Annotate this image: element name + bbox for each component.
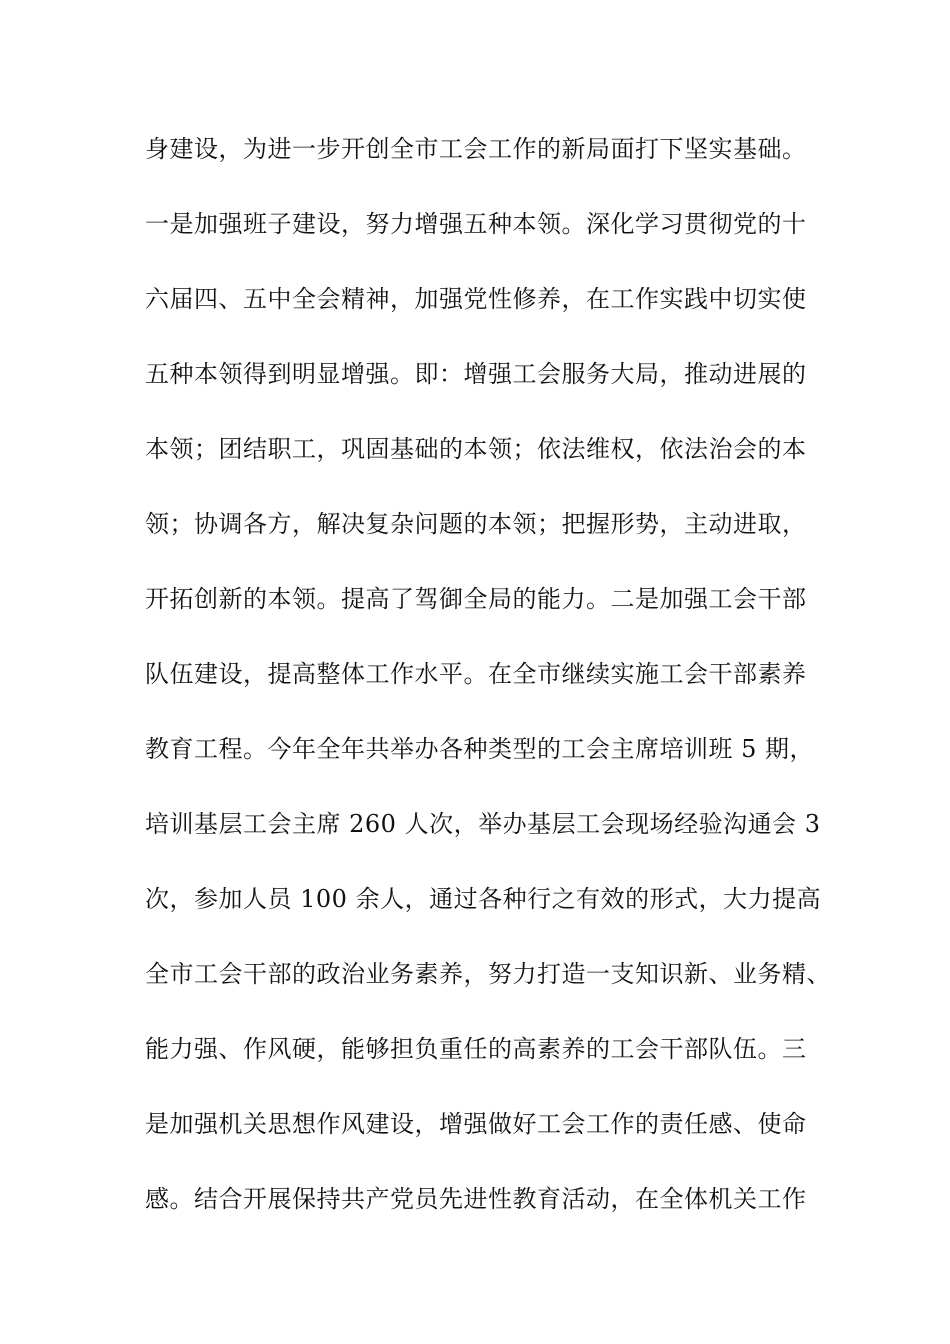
- text-line: 感。结合开展保持共产党员先进性教育活动，在全体机关工作: [145, 1185, 807, 1213]
- text-line: 领；协调各方，解决复杂问题的本领；把握形势，主动进取，: [145, 510, 807, 538]
- text-line: 培训基层工会主席 260 人次，举办基层工会现场经验沟通会 3: [145, 810, 821, 838]
- body-text: [145, 129, 835, 1254]
- text-line: 身建设，为进一步开创全市工会工作的新局面打下坚实基础。: [145, 135, 807, 163]
- text-line: 次，参加人员 100 余人，通过各种行之有效的形式，大力提高: [145, 885, 822, 913]
- text-line: 开拓创新的本领。提高了驾御全局的能力。二是加强工会干部: [145, 585, 807, 613]
- text-line: 本领；团结职工，巩固基础的本领；依法维权，依法治会的本: [145, 435, 807, 463]
- text-line: 是加强机关思想作风建设，增强做好工会工作的责任感、使命: [145, 1110, 807, 1138]
- text-line: 六届四、五中全会精神，加强党性修养，在工作实践中切实使: [145, 285, 807, 313]
- text-line: 五种本领得到明显增强。即：增强工会服务大局，推动进展的: [145, 360, 807, 388]
- text-line: 能力强、作风硬，能够担负重任的高素养的工会干部队伍。三: [145, 1035, 807, 1063]
- text-line: 一是加强班子建设，努力增强五种本领。深化学习贯彻党的十: [145, 210, 807, 238]
- text-line: 全市工会干部的政治业务素养，努力打造一支知识新、业务精、: [145, 960, 831, 988]
- text-line: 队伍建设，提高整体工作水平。在全市继续实施工会干部素养: [145, 660, 807, 688]
- text-line: 教育工程。今年全年共举办各种类型的工会主席培训班 5 期，: [145, 735, 815, 763]
